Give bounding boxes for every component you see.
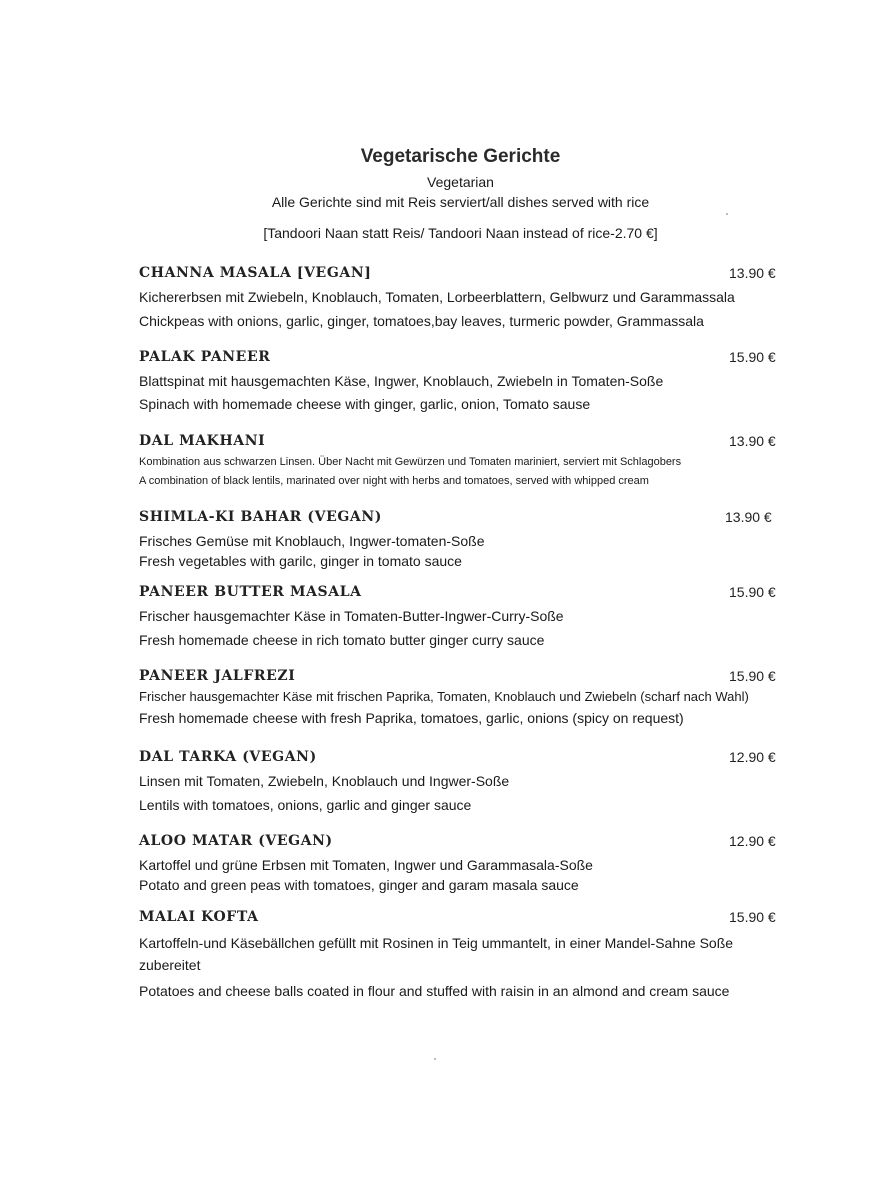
dish-description-de: Frischer hausgemachter Käse mit frischen Paprika, Tomaten, Knoblauch und Zwiebeln (scharf nach Wahl) <box>139 689 749 704</box>
menu-item-paneer-butter-masala <box>139 583 799 649</box>
dish-description-en: Fresh homemade cheese in rich tomato butter ginger curry sauce <box>139 632 545 648</box>
dish-price: 15.90 € <box>729 668 776 684</box>
dish-price: 12.90 € <box>729 749 776 765</box>
dish-price: 12.90 € <box>729 833 776 849</box>
dish-description-en: Chickpeas with onions, garlic, ginger, tomatoes,bay leaves, turmeric powder, Grammassala <box>139 313 704 329</box>
dish-description-en: Fresh vegetables with garilc, ginger in tomato sauce <box>139 553 462 569</box>
dish-description-de: Kartoffeln-und Käsebällchen gefüllt mit Rosinen in Teig ummantelt, in einer Mandel-Sahne Soße zubereitet <box>139 935 734 973</box>
menu-item-paneer-jalfrezi <box>139 667 799 727</box>
dish-price: 13.90 € <box>725 509 772 525</box>
dish-name: DAL TARKA (VEGAN) <box>139 749 317 765</box>
menu-item-shimla-ki-bahar <box>139 508 799 570</box>
dish-description-en: Spinach with homemade cheese with ginger, garlic, onion, Tomato sause <box>139 396 591 412</box>
page-title: Vegetarische Gerichte <box>360 146 561 167</box>
menu-item-dal-tarka <box>139 748 799 814</box>
dish-price: 13.90 € <box>729 433 776 449</box>
dish-description-de: Frisches Gemüse mit Knoblauch, Ingwer-tomaten-Soße <box>139 533 485 549</box>
menu-item-malai-kofta <box>139 908 799 1000</box>
dish-name: PALAK PANEER <box>139 349 271 365</box>
dish-price: 15.90 € <box>729 584 776 600</box>
dish-price: 15.90 € <box>729 349 776 365</box>
menu-item-palak-paneer <box>139 348 799 413</box>
dish-description-de: Kichererbsen mit Zwiebeln, Knoblauch, Tomaten, Lorbeerblattern, Gelbwurz und Garammassala <box>139 289 735 305</box>
dish-name: SHIMLA-KI BAHAR (VEGAN) <box>139 509 382 525</box>
dish-description-de: Kartoffel und grüne Erbsen mit Tomaten, Ingwer und Garammasala-Soße <box>139 857 593 873</box>
scan-speck <box>726 213 728 215</box>
dish-description-en: Potatoes and cheese balls coated in flour and stuffed with raisin in an almond and cream sauce <box>139 983 730 999</box>
dish-name: CHANNA MASALA [VEGAN] <box>139 265 372 281</box>
dish-price: 15.90 € <box>729 909 776 925</box>
dish-description-en: A combination of black lentils, marinated over night with herbs and tomatoes, served with whipped cream <box>139 475 649 487</box>
dish-description-en: Lentils with tomatoes, onions, garlic and ginger sauce <box>139 797 472 813</box>
dish-price: 13.90 € <box>729 265 776 281</box>
rice-note: Alle Gerichte sind mit Reis serviert/all dishes served with rice <box>271 194 650 210</box>
menu-item-aloo-matar <box>139 832 799 894</box>
naan-note: [Tandoori Naan statt Reis/ Tandoori Naan instead of rice-2.70 €] <box>263 225 658 241</box>
scan-speck <box>434 1058 436 1060</box>
dish-name: PANEER JALFREZI <box>139 668 296 684</box>
dish-description-de: Blattspinat mit hausgemachten Käse, Ingwer, Knoblauch, Zwiebeln in Tomaten-Soße <box>139 373 664 389</box>
page-subtitle: Vegetarian <box>427 174 494 190</box>
dish-name: DAL MAKHANI <box>139 433 266 449</box>
menu-item-dal-makhani <box>139 432 799 489</box>
dish-description-de: Kombination aus schwarzen Linsen. Über Nacht mit Gewürzen und Tomaten mariniert, serviert mit Schlagobers <box>139 456 682 468</box>
dish-name: MALAI KOFTA <box>139 909 259 925</box>
menu-item-channa-masala <box>139 264 799 330</box>
dish-name: ALOO MATAR (VEGAN) <box>139 833 333 849</box>
dish-name: PANEER BUTTER MASALA <box>139 584 362 600</box>
dish-description-en: Potato and green peas with tomatoes, ginger and garam masala sauce <box>139 877 579 893</box>
dish-description-de: Linsen mit Tomaten, Zwiebeln, Knoblauch und Ingwer-Soße <box>139 773 510 789</box>
dish-description-de: Frischer hausgemachter Käse in Tomaten-Butter-Ingwer-Curry-Soße <box>139 608 564 624</box>
dish-description-en: Fresh homemade cheese with fresh Paprika, tomatoes, garlic, onions (spicy on request) <box>139 710 684 726</box>
